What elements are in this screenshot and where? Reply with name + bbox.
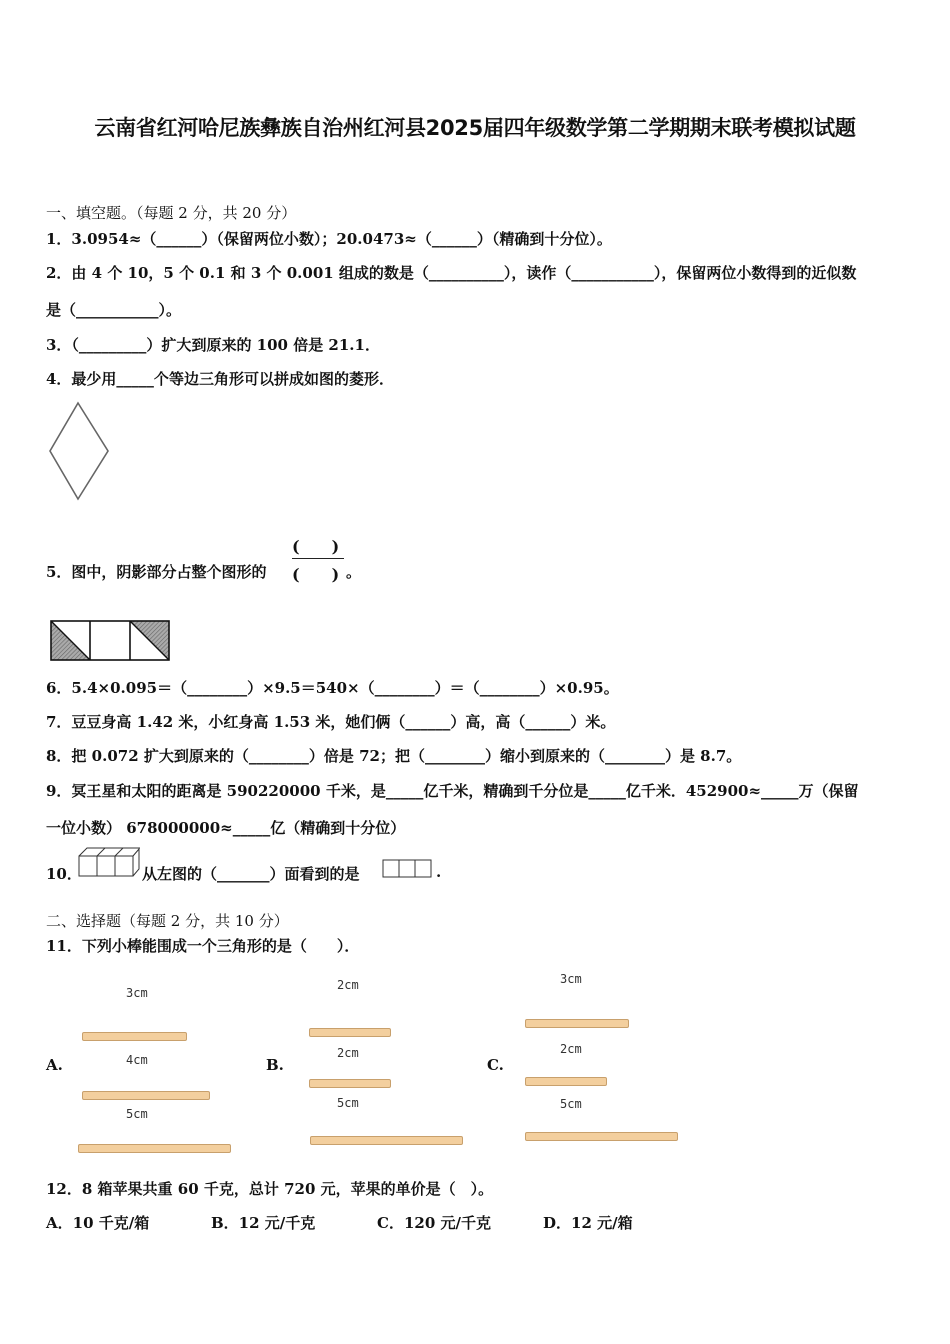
q11-b-stick2-label: 2cm bbox=[337, 1046, 359, 1060]
question-9-line2: 一位小数） 678000000≈_____亿（精确到十分位） bbox=[46, 819, 406, 837]
q11-c-stick1-label: 3cm bbox=[560, 972, 582, 986]
q11-c-stick3 bbox=[525, 1132, 678, 1141]
q12-option-b[interactable]: B．12 元/千克 bbox=[211, 1214, 316, 1232]
q11-a-stick3-label: 5cm bbox=[126, 1107, 148, 1121]
question-6: 6．5.4×0.095＝（________）×9.5＝540×（________）＝（________）×0.95。 bbox=[46, 679, 619, 697]
q11-b-stick3 bbox=[310, 1136, 463, 1145]
question-10: 从左图的（_______）面看到的是 bbox=[142, 865, 360, 883]
rhombus-figure bbox=[46, 400, 116, 504]
q5-end: 。 bbox=[346, 563, 362, 581]
q11-b-stick2 bbox=[309, 1079, 391, 1088]
q12-option-a[interactable]: A．10 千克/箱 bbox=[46, 1214, 150, 1232]
page-title: 云南省红河哈尼族彝族自治州红河县2025届四年级数学第二学期期末联考模拟试题 bbox=[94, 116, 856, 140]
question-5: 5．图中，阴影部分占整个图形的 bbox=[46, 563, 267, 581]
question-12: 12．8 箱苹果共重 60 千克，总计 720 元，苹果的单价是（ ）。 bbox=[46, 1180, 494, 1198]
q11-a-stick2-label: 4cm bbox=[126, 1053, 148, 1067]
question-4: 4．最少用_____个等边三角形可以拼成如图的菱形． bbox=[46, 370, 394, 388]
q11-b-stick1 bbox=[309, 1028, 391, 1037]
shaded-rectangles-figure bbox=[50, 620, 172, 662]
q11-c-stick2-label: 2cm bbox=[560, 1042, 582, 1056]
q11-option-b-letter[interactable]: B. bbox=[266, 1056, 284, 1074]
question-1: 1．3.0954≈（______）（保留两位小数）；20.0473≈（______）（精确到十分位）。 bbox=[46, 230, 612, 248]
question-8: 8．把 0.072 扩大到原来的（________）倍是 72；把（________）缩小到原来的（________）是 8.7。 bbox=[46, 747, 742, 765]
question-7: 7．豆豆身高 1.42 米，小红身高 1.53 米，她们俩（______）高，高（______）米。 bbox=[46, 713, 616, 731]
q11-b-stick1-label: 2cm bbox=[337, 978, 359, 992]
question-10-number: 10． bbox=[46, 865, 82, 883]
q11-a-stick1 bbox=[82, 1032, 187, 1041]
three-squares-view-figure bbox=[382, 858, 436, 880]
q11-option-a-letter[interactable]: A. bbox=[46, 1056, 63, 1074]
question-3: 3．（_________）扩大到原来的 100 倍是 21.1． bbox=[46, 336, 380, 354]
q11-c-stick3-label: 5cm bbox=[560, 1097, 582, 1111]
question-9-line1: 9．冥王星和太阳的距离是 590220000 千米，是_____亿千米，精确到千分位是_____亿千米．452900≈_____万（保留 bbox=[46, 782, 859, 800]
q11-a-stick3 bbox=[78, 1144, 231, 1153]
q10-end: . bbox=[436, 863, 442, 881]
q5-fraction-bar bbox=[292, 558, 344, 559]
question-2-line1: 2．由 4 个 10，5 个 0.1 和 3 个 0.001 组成的数是（__________），读作（___________），保留两位小数得到的近似数 bbox=[46, 264, 857, 282]
q11-c-stick1 bbox=[525, 1019, 629, 1028]
question-2-line2: 是（___________）。 bbox=[46, 301, 182, 319]
cube-stack-figure bbox=[78, 846, 140, 878]
q11-a-stick2 bbox=[82, 1091, 210, 1100]
section2-heading: 二、选择题（每题 2 分，共 10 分） bbox=[46, 912, 289, 930]
q11-a-stick1-label: 3cm bbox=[126, 986, 148, 1000]
q5-fraction-numerator: ( ) bbox=[292, 537, 340, 556]
q5-fraction-denominator: ( ) bbox=[292, 565, 340, 584]
q12-option-c[interactable]: C．120 元/千克 bbox=[377, 1214, 491, 1232]
question-11: 11．下列小棒能围成一个三角形的是（ ）． bbox=[46, 937, 360, 955]
q11-c-stick2 bbox=[525, 1077, 607, 1086]
q12-option-d[interactable]: D．12 元/箱 bbox=[543, 1214, 633, 1232]
q11-option-c-letter[interactable]: C. bbox=[487, 1056, 504, 1074]
q11-b-stick3-label: 5cm bbox=[337, 1096, 359, 1110]
section1-heading: 一、填空题。（每题 2 分，共 20 分） bbox=[46, 204, 297, 222]
